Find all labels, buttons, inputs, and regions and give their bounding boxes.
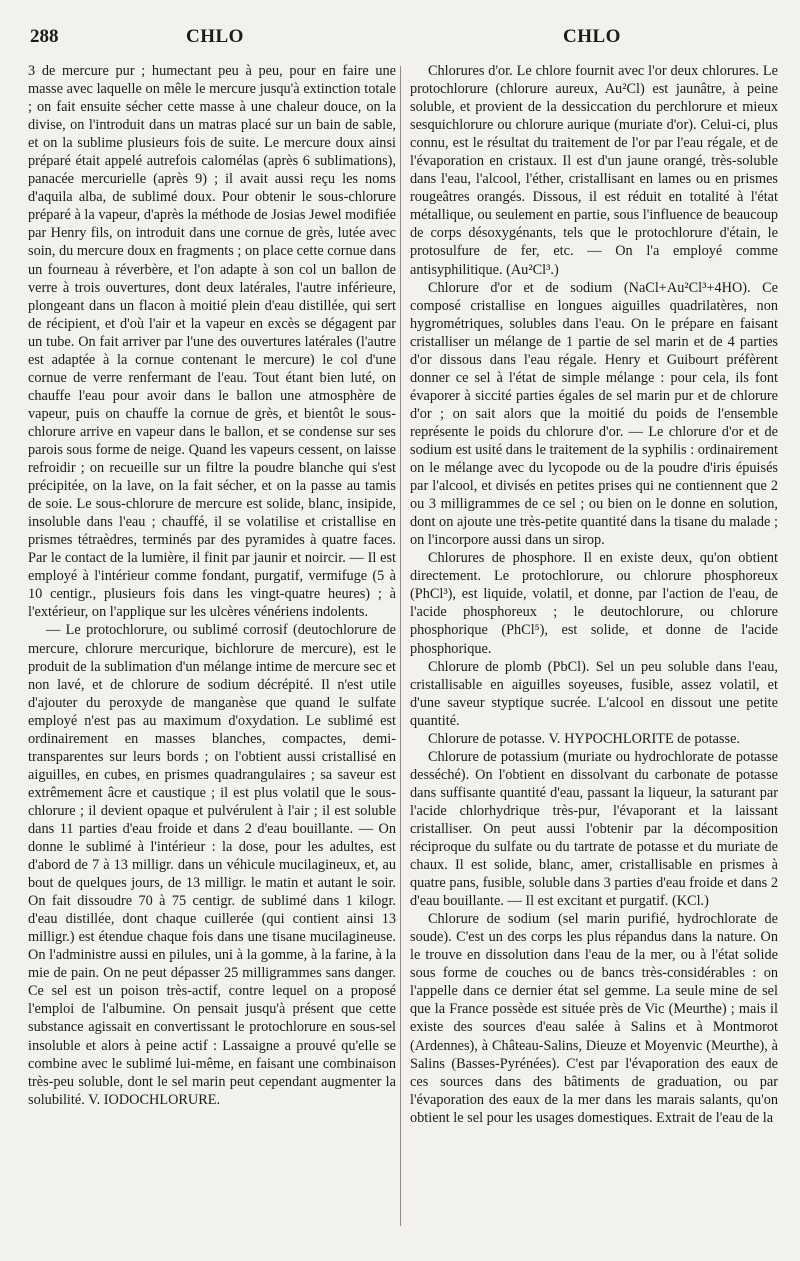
running-head-right: CHLO: [563, 26, 621, 47]
left-column: [28, 62, 396, 1109]
column-divider: [400, 66, 401, 1226]
paragraph: Chlorures de phosphore. Il en existe deux, qu'on obtient directement. Le protochlorure, ou chlorure phosphoreux (PhCl³), est liquide, volatil, et donne, par l'action de l'eau, de l'acide phosphoreux ; le deutochlorure, ou chlorure phosphorique (PhCl⁵), est solide, et donne de l'acide phosphorique.: [410, 550, 778, 657]
paragraph: Chlorure de plomb (PbCl). Sel un peu soluble dans l'eau, cristallisable en aiguilles soyeuses, fusible, assez volatil, et d'une saveur styptique sucrée. L'alcool en dissout une petite quantité.: [410, 658, 778, 729]
paragraph: Chlorure de potassium (muriate ou hydrochlorate de potasse desséché). On l'obtient en dissolvant du carbonate de potasse dans suffisante quantité d'eau, passant la liqueur, la saturant par l'acide chlorhydrique très-pur, l'évaporant et la laissant cristalliser. On peut aussi l'obtenir par la décomposition réciproque du sulfate ou du tartrate de potasse et du muriate de chaux. Il est solide, blanc, amer, cristallisable en prismes à quatre pans, fusible, soluble dans 3 parties d'eau froide et dans 2 d'eau bouillante. — Il est excitant et purgatif. (KCl.): [410, 748, 778, 910]
page-number: 288: [30, 26, 59, 47]
paragraph: Chlorure de potasse. V. HYPOCHLORITE de potasse.: [428, 730, 740, 747]
running-head: [0, 26, 800, 56]
paragraph: Chlorure de sodium (sel marin purifié, hydrochlorate de soude). C'est un des corps les plus répandus dans la nature. On le trouve en dissolution dans l'eau de la mer, ou à l'état solide sous forme de couches ou de bancs très-considérables : on l'appelle dans ce dernier état sel gemme. La seule mine de sel que la France possède est située près de Vic (Meurthe) ; mais il existe des sources d'eau salée à Salins et à Montmorot (Ardennes), à Château-Salins, Dieuze et Moyenvic (Meurthe), à Salins (Basses-Pyrénées). C'est par l'évaporation des eaux de ces sources dans des bâtiments de graduation, ou par l'évaporation des eaux de la mer dans les marais salants, qu'on obtient le sel pour les usages domestiques. Extrait de l'eau de la: [410, 911, 778, 1126]
right-column: [410, 62, 778, 1127]
paragraph: Chlorure d'or et de sodium (NaCl+Au²Cl³+4HO). Ce composé cristallise en longues aiguilles quadrilatères, non hygrométriques, solubles dans l'eau. On le prépare en faisant cristalliser un mélange de 1 partie de sel marin et de 4 parties d'or dissous dans l'eau régale. Henry et Guibourt préfèrent donner ce sel à l'état de simple mélange : pour cela, ils font évaporer à siccité parties égales de sel marin pur et de chlorure d'or ; on sait alors que la moitié du poids de l'ensemble représente le poids du chlorure d'or. — Le chlorure d'or et de sodium est usité dans le traitement de la syphilis : ordinairement on le mélange avec du lycopode ou de la poudre d'iris épuisés par l'alcool, et divisés en petites prises qui ne contiennent que 2 ou 3 milligrammes de ce sel ; ou bien on le donne en solution, dont on ajoute une très-petite quantité dans la tisane du malade ; on l'incorpore aussi dans un sirop.: [410, 279, 778, 549]
running-head-left: CHLO: [186, 26, 244, 47]
paragraph: — Le protochlorure, ou sublimé corrosif (deutochlorure de mercure, chlorure mercurique, bichlorure de mercure), est le produit de la sublimation d'un mélange intime de mercure sec et non lavé, et de chlorure de sodium décrépité. Il n'est utile d'ajouter du peroxyde de manganèse que quand le sulfate employé n'est pas au maximum d'oxydation. Le sublimé est ordinairement en masses blanches, compactes, demi-transparentes sur leurs bords ; on l'obtient aussi cristallisé en aiguilles, en cubes, en prismes quadrangulaires ; sa saveur est extrêmement âcre et caustique ; il est plus volatil que le sous-chlorure ; il devient opaque et pulvérulent à l'air ; il est soluble dans 11 parties d'eau froide et dans 2 d'eau bouillante. — On donne le sublimé à l'intérieur : la dose, pour les adultes, est d'abord de 7 à 13 milligr. dans un véhicule mucilagineux, et, au bout de quelques jours, de 13 milligr. le matin et autant le soir. On fait dissoudre 70 à 75 centigr. de sublimé dans 1 kilogr. d'eau distillée, dont chaque cuillerée (qui contient ainsi 13 milligr.) est étendue chaque fois dans une tisane mucilagineuse. On l'administre aussi en pilules, uni à la gomme, à la farine, à la mie de pain. On ne peut dépasser 25 milligrammes sans danger. Ce sel est un poison très-actif, contre lequel on a proposé l'emploi de l'albumine. On pensait jusqu'à présent que cette substance agissait en convertissant le protochlorure en sous-sel insoluble et alors à peine actif : Lassaigne a prouvé qu'elle se combine avec le sublimé lui-même, en faisant une combinaison très-peu soluble, dont le sel marin peut cependant augmenter la solubilité. V. IODOCHLORURE.: [28, 622, 396, 1108]
paragraph: Chlorures d'or. Le chlore fournit avec l'or deux chlorures. Le protochlorure (chlorure aureux, Au²Cl) est jaunâtre, à peine soluble, et provient de la dessiccation du perchlorure et mieux sesquichlorure ou chlorure aurique (muriate d'or). Celui-ci, plus connu, est le résultat du traitement de l'or par l'eau régale, et de l'évaporation en cristaux. Il est d'un jaune orangé, très-soluble dans l'eau, l'alcool, l'éther, cristallisant en lames ou en prismes rougeâtres orangés. Dissous, il est réduit en totalité à l'état métallique, ou seulement en partie, sous l'influence de beaucoup de corps désoxygénants, tels que le protochlorure d'étain, le protosulfure de fer, etc. — On l'a employé comme antisyphilitique. (Au²Cl³.): [410, 63, 778, 278]
paragraph: 3 de mercure pur ; humectant peu à peu, pour en faire une masse avec laquelle on mêle le mercure jusqu'à extinction totale ; on fait ensuite sécher cette masse à une chaleur douce, on la divise, on l'introduit dans un matras placé sur un bain de sable, et on la sublime plusieurs fois de suite. Le mercure doux ainsi préparé était appelé autrefois calomélas (après 6 sublimations), panacée mercurielle (après 9) ; il avait aussi reçu les noms d'aquila alba, de sublimé doux. Pour obtenir le sous-chlorure préparé à la vapeur, d'après la méthode de Josias Jewel modifiée par Henry fils, on introduit dans une cornue de grès, lutée avec soin, du mercure doux en fragments ; on place cette cornue dans un fourneau à réverbère, et l'on adapte à son col un ballon de verre à trois ouvertures, dont deux latérales, l'autre inférieure, plongeant dans un flacon à moitié plein d'eau distillée, qui sert de récipient, et d'où l'air et la vapeur en excès se dégagent par un tube. On fait arriver par l'une des ouvertures latérales (l'autre est adaptée à la cornue contenant le mercure) le col d'une cornue de verre renfermant de l'eau. Tout étant bien luté, on chauffe l'eau pour avoir dans le ballon une atmosphère de vapeur, puis on chauffe la cornue de grès, et bientôt le sous-chlorure arrive en vapeur dans le ballon, et se condense sur ses parois sous forme de neige. Quand les vapeurs cessent, on laisse refroidir ; on recueille sur un filtre la poudre blanche qui s'est précipitée, on la lave, on la fait sécher, et on la passe au tamis de soie. Le sous-chlorure de mercure est solide, blanc, insipide, insoluble dans l'eau ; chauffé, il se volatilise et cristallise en prismes tétraèdres, terminés par des pyramides à quatre faces. Par le contact de la lumière, il finit par jaunir et noircir. — Il est employé à l'intérieur comme fondant, purgatif, vermifuge (5 à 10 centigr., plusieurs fois dans les vingt-quatre heures) ; à l'extérieur, on l'applique sur les ulcères vénériens indolents.: [28, 63, 396, 621]
